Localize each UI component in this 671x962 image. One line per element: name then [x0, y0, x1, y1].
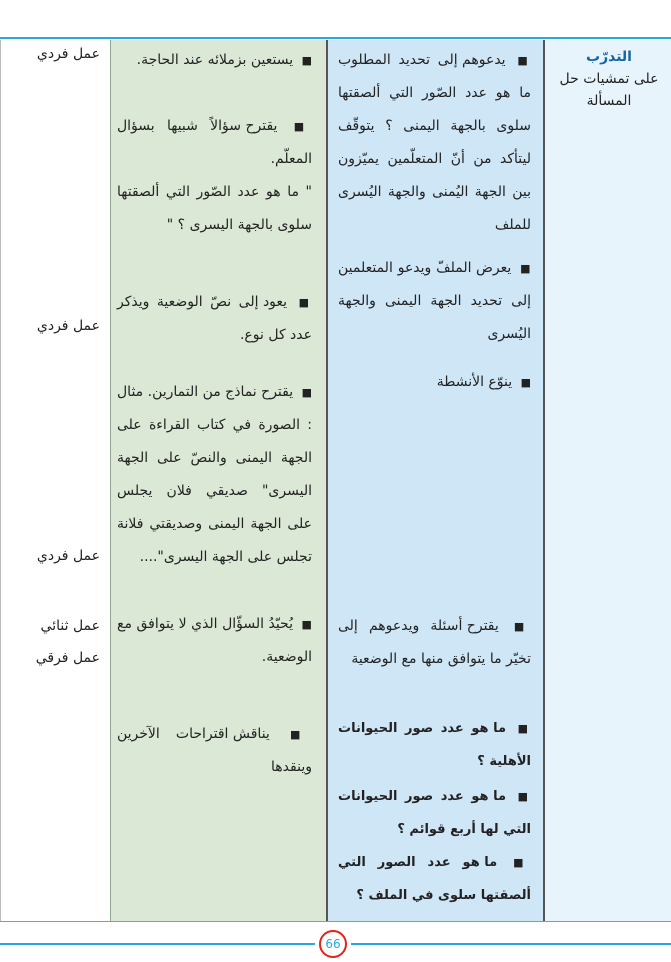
phase-subtitle: على تمشيات حل المسألة: [559, 71, 659, 109]
teacher-item: ■ ينوّع الأنشطة: [436, 374, 531, 390]
footer-rule-left: [0, 943, 315, 945]
bullet-icon: ■: [301, 386, 312, 399]
learner-item: ■ يعود إلى نصّ الوضعية ويذكر عدد كل نوع.: [117, 294, 312, 343]
learner-column: [111, 40, 328, 922]
table-bottom-border: [0, 921, 671, 922]
bullet-icon: ■: [289, 728, 313, 741]
teacher-question: ■ ما هو عدد صور الحيوانات التي لها أربع قوائم ؟: [338, 789, 531, 837]
learner-item: ■ يقترح سؤالاً شبيها بسؤال المعلّم.: [117, 118, 312, 167]
teacher-column: [328, 40, 545, 922]
learner-item: ■ يستعين بزملائه عند الحاجة.: [136, 52, 312, 68]
bullet-icon: ■: [293, 120, 312, 133]
work-label: عمل ثنائي: [40, 618, 100, 634]
teacher-question: ■ ما هو عدد الصور التي ألصقتها سلوى في الملف ؟: [338, 855, 531, 903]
bullet-icon: ■: [513, 620, 531, 633]
teacher-item: ■ يقترح أسئلة ويدعوهم إلى تخيّر ما يتوافق منها مع الوضعية: [338, 618, 531, 667]
learner-item: ■ يُحيّدُ السؤّال الذي لا يتوافق مع الوضعية.: [117, 616, 312, 665]
bullet-icon: ■: [517, 54, 531, 67]
phase-title: التدرّب: [586, 49, 632, 65]
teacher-item: ■ يدعوهم إلى تحديد المطلوب ما هو عدد الصّور التي ألصقتها سلوى بالجهة اليمنى ؟ يتوقّف ليتأكد من أنّ المتعلّمين يميّزون بين الجهة اليُمنى والجهة اليُسرى للملف: [338, 52, 531, 233]
work-label: عمل فردي: [36, 318, 100, 334]
lesson-table: [0, 40, 671, 922]
page-number: 66: [319, 930, 347, 958]
bullet-icon: ■: [301, 618, 312, 631]
table-left-border: [0, 40, 1, 922]
learner-quote: " ما هو عدد الصّور التي ألصقتها سلوى بالجهة اليسرى ؟ ": [117, 184, 312, 233]
bullet-icon: ■: [517, 790, 531, 803]
phase-heading: [553, 46, 665, 112]
work-label: عمل فرقي: [35, 650, 100, 666]
work-label: عمل فردي: [36, 548, 100, 564]
learner-item: ■ يقترح نماذج من التمارين. مثال : الصورة في كتاب القراءة على الجهة اليمنى والنصّ على الجهة اليسرى" صديقي فلان يجلس على الجهة اليمنى وصديقتي فلانة تجلس على الجهة اليسرى"....: [117, 384, 312, 565]
bullet-icon: ■: [520, 262, 531, 275]
learner-item: ■ يناقش اقتراحات الآخرين وينقدها: [117, 726, 313, 775]
top-rule: [0, 37, 671, 39]
work-mode-column: [0, 40, 111, 922]
phase-column: [545, 40, 671, 922]
footer-rule-right: [351, 943, 671, 945]
work-label: عمل فردي: [36, 46, 100, 62]
bullet-icon: ■: [517, 722, 531, 735]
teacher-item: ■ يعرض الملفّ ويدعو المتعلمين إلى تحديد الجهة اليمنى والجهة اليُسرى: [338, 260, 531, 342]
bullet-icon: ■: [298, 296, 312, 309]
teacher-question: ■ ما هو عدد صور الحيوانات الأهلية ؟: [338, 721, 531, 769]
bullet-icon: ■: [301, 54, 312, 67]
bullet-icon: ■: [520, 376, 531, 389]
bullet-icon: ■: [513, 856, 531, 869]
